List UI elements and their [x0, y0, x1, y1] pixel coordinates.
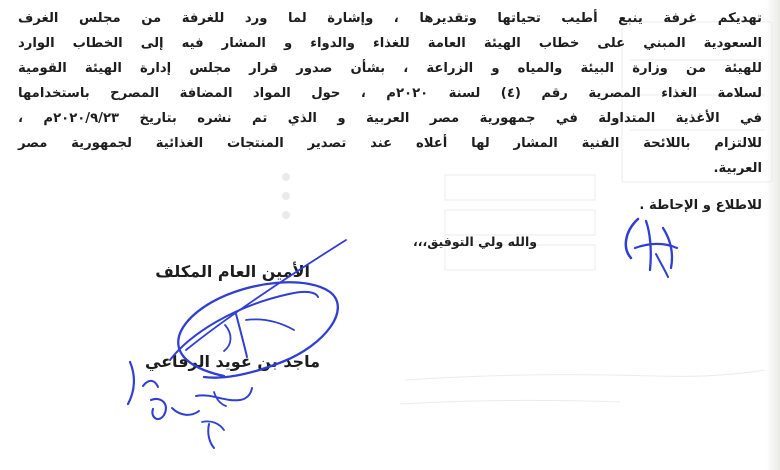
closing-line: والله ولي التوفيق،،، [413, 234, 537, 249]
body-line: لسلامة الغذاء المصرية رقم (٤) لسنة ٢٠٢٠م ، حول المواد المضافة المصرح باستخدامها [18, 86, 762, 101]
notice-line: للاطلاع و الإحاطة . [639, 198, 762, 213]
signatory-title: الأمين العام المكلف [155, 262, 310, 281]
body-line: السعودية المبني على خطاب الهيئة العامة للغذاء والدواء و المشار فيه إلى الخطاب الوارد [18, 36, 762, 51]
body-line: للهيئة من وزارة البيئة والمياه و الزراعة ، بشأن صدور قرار مجلس إدارة الهيئة القومية [18, 61, 762, 76]
body-line: تهديكم غرفة ينبع أطيب تحياتها وتقديرها ، وإشارة لما ورد للغرفة من مجلس الغرف [18, 11, 762, 26]
body-line: العربية. [713, 161, 762, 176]
body-line: للالتزام باللائحة الفنية المشار لها أعلاه عند تصدير المنتجات الغذائية لجمهورية مصر [18, 136, 762, 151]
signatory-name: ماجد بن عويد الرفاعي [144, 352, 320, 371]
body-line: في الأغذية المتداولة في جمهورية مصر العربية و الذي تم نشره بتاريخ ٢٠٢٠/٩/٢٣م ، [18, 111, 762, 126]
